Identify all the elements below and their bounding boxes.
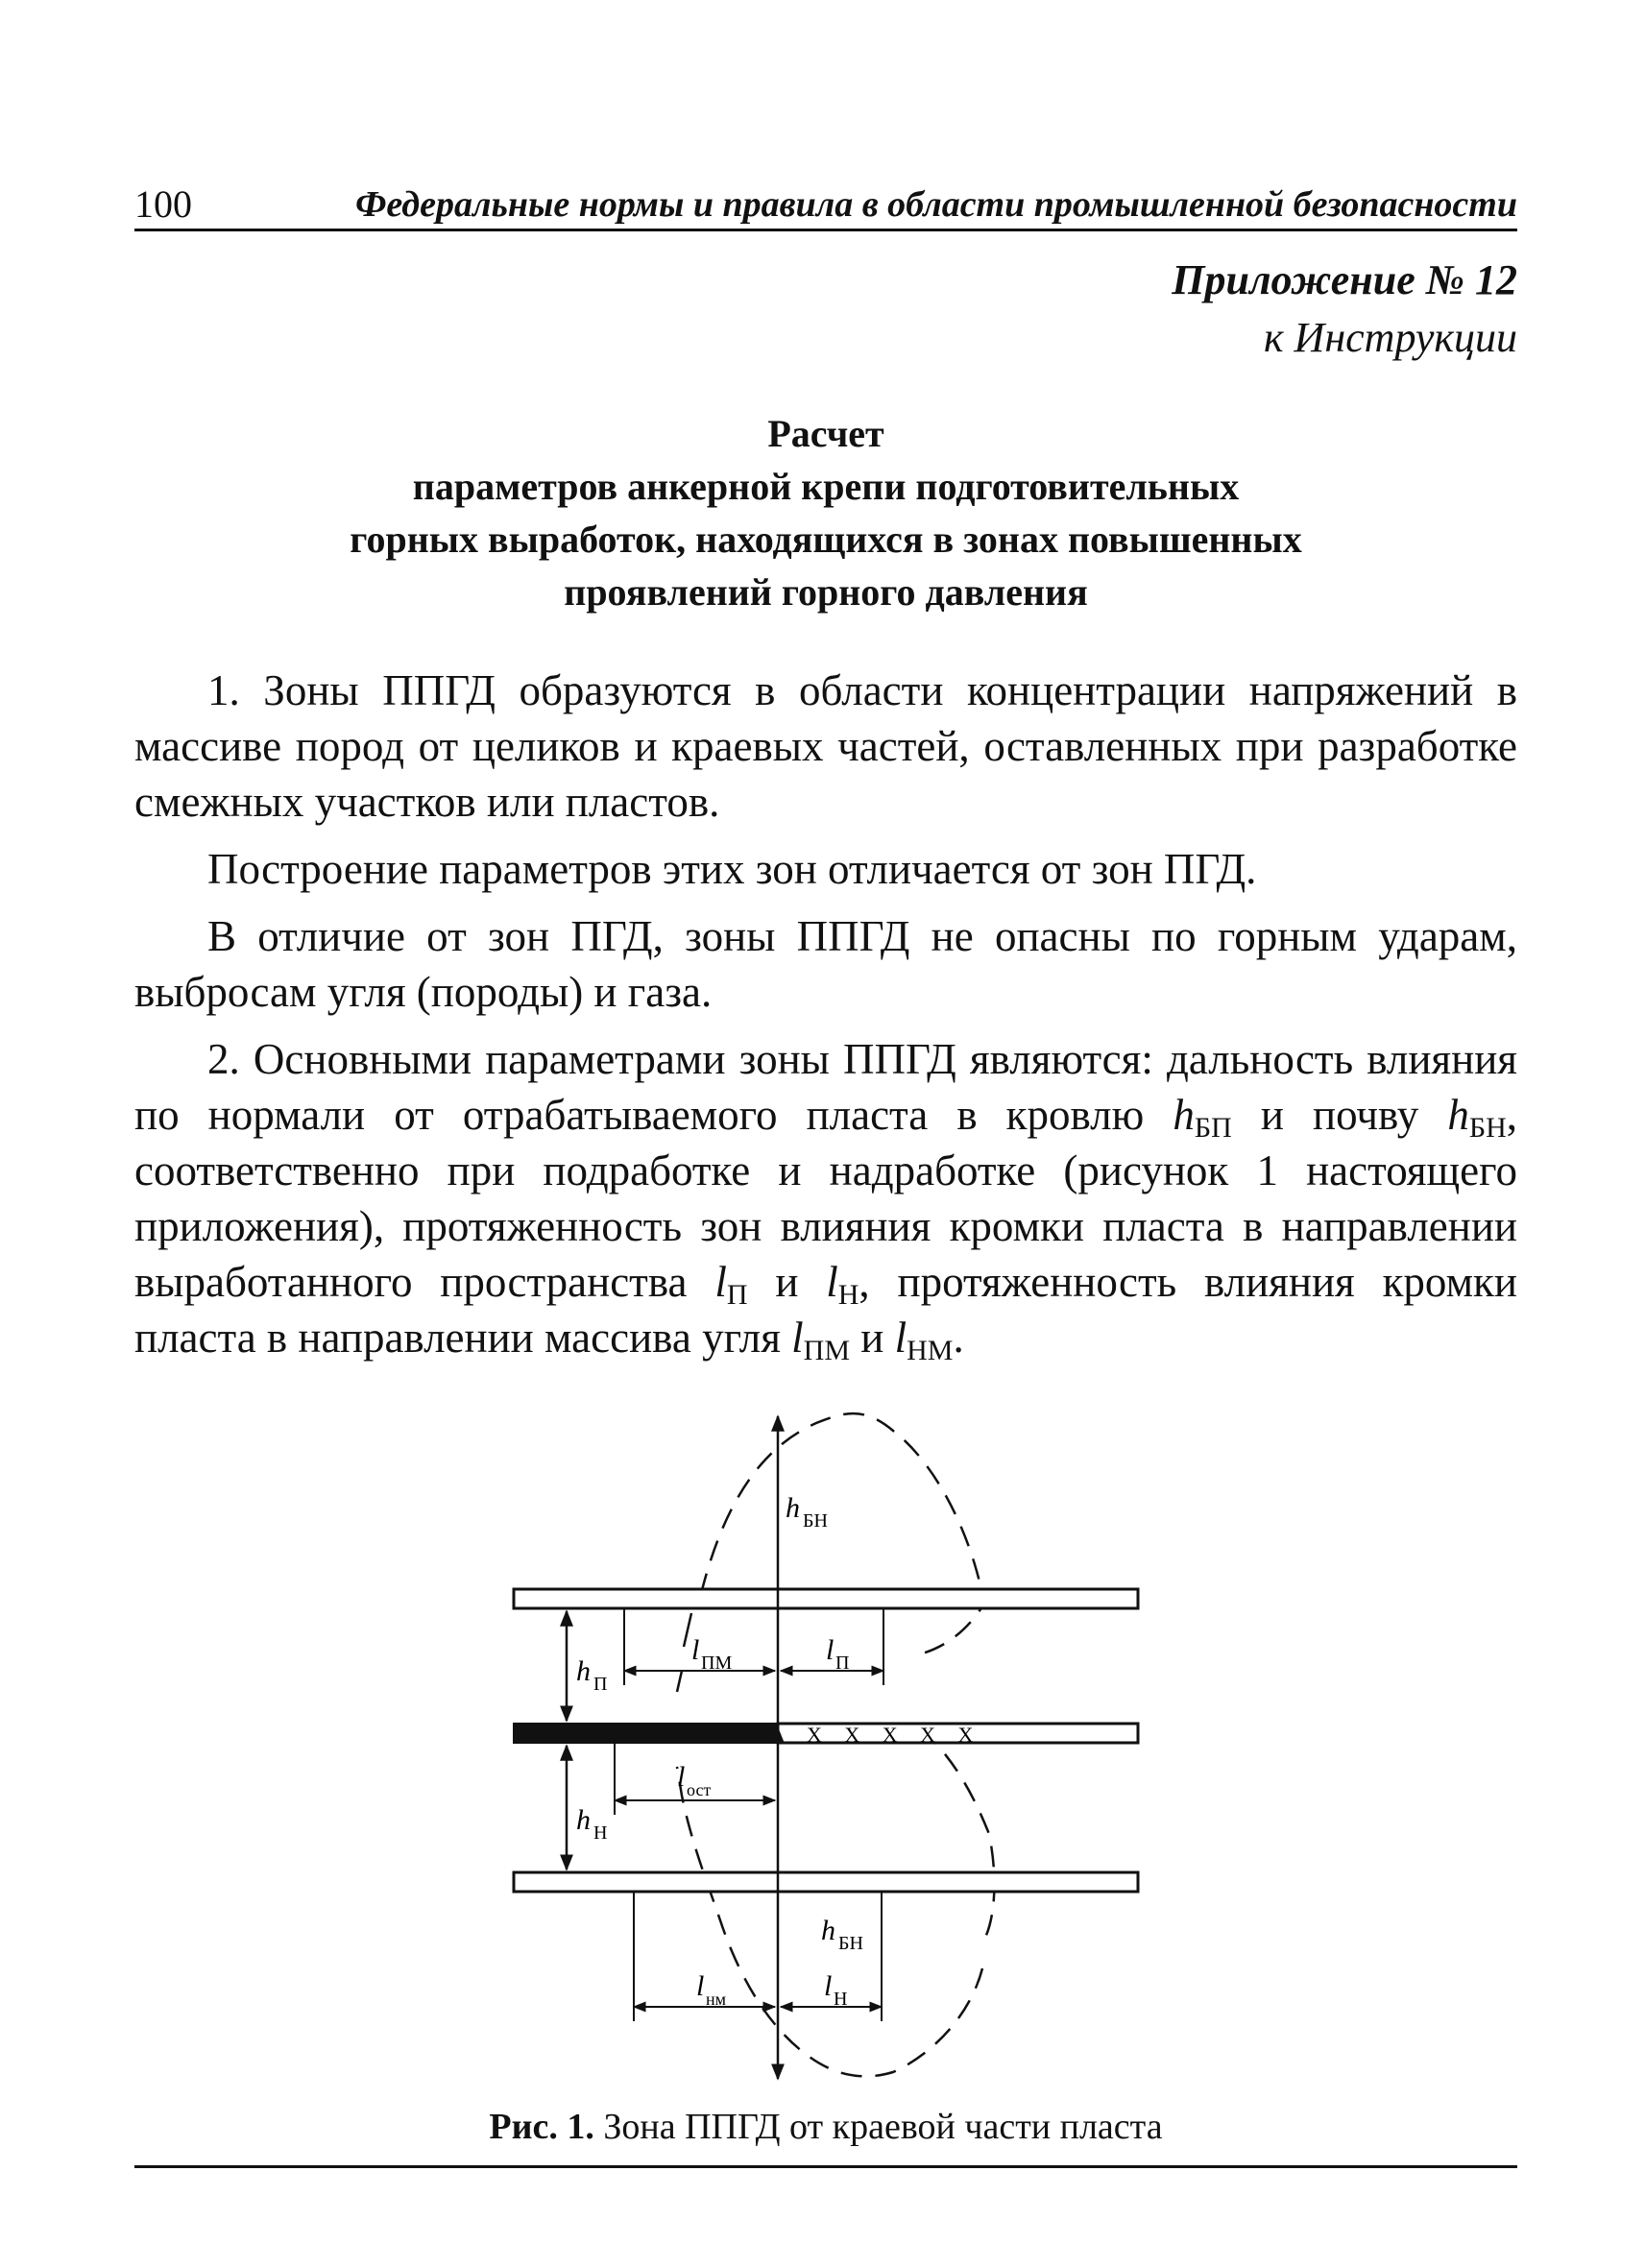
text-run: , соответственно при подработке и надработке (рисунок 1 настоящего приложения), протяженность зон влияния кромки пласта в направлении выработанного пространства	[134, 1091, 1517, 1306]
label-subscript: П	[593, 1674, 608, 1695]
paragraph: Построение параметров этих зон отличается от зон ПГД.	[207, 845, 1257, 893]
appendix-label	[1172, 252, 1517, 367]
paragraph: 1. Зоны ППГД образуются в области концентрации напряжений в массиве пород от целиков и краевых частей, оставленных при разработке смежных участков или пластов.	[134, 666, 1517, 826]
worked-out-crosses: X X X X X	[807, 1723, 982, 1747]
lower-stratum	[514, 1872, 1138, 1892]
symbol-l: l	[791, 1314, 804, 1362]
text-run: и	[747, 1258, 827, 1306]
label-h-bn-top	[786, 1492, 828, 1532]
subscript: БП	[1194, 1112, 1232, 1144]
document-title	[134, 407, 1517, 618]
label-h-bn-bottom	[821, 1915, 863, 1954]
lower-zone-contour	[677, 1728, 994, 2076]
title-line: Расчет	[767, 412, 884, 455]
label-subscript: П	[835, 1653, 850, 1674]
coal-seam-solid	[514, 1724, 778, 1743]
label-symbol: l	[677, 1761, 686, 1793]
label-subscript: нм	[706, 1990, 727, 2009]
appendix-number: Приложение № 12	[1172, 256, 1517, 303]
label-h-n	[576, 1804, 607, 1844]
label-subscript: ПМ	[701, 1653, 733, 1674]
title-line: проявлений горного давления	[564, 570, 1088, 614]
label-subscript: Н	[834, 1989, 848, 2010]
subscript: Н	[837, 1279, 859, 1311]
label-subscript: БН	[803, 1510, 828, 1532]
title-line: горных выработок, находящихся в зонах повышенных	[350, 518, 1302, 561]
text-run: и	[850, 1314, 895, 1362]
label-subscript: ост	[687, 1780, 712, 1799]
label-subscript: БН	[838, 1933, 863, 1954]
subscript: БН	[1468, 1112, 1507, 1144]
paragraph-parameters	[134, 1031, 1517, 1365]
upper-zone-contour	[701, 1413, 984, 1656]
label-l-nm	[696, 1970, 726, 2009]
label-symbol: l	[824, 1970, 833, 2002]
label-symbol: l	[696, 1970, 705, 2002]
label-l-pm	[691, 1634, 732, 1674]
subscript: НМ	[907, 1335, 954, 1366]
symbol-l: l	[714, 1258, 727, 1306]
label-symbol: l	[826, 1634, 835, 1666]
text-run: и почву	[1231, 1091, 1448, 1139]
label-symbol: l	[691, 1634, 700, 1666]
subscript: ПМ	[803, 1335, 850, 1366]
running-header	[134, 181, 1517, 231]
zone-diagram	[480, 1383, 1172, 2103]
running-title: Федеральные нормы и правила в области промышленной безопасности	[355, 184, 1517, 225]
symbol-l: l	[894, 1314, 907, 1362]
body-text	[134, 663, 1517, 1377]
page-number: 100	[134, 182, 192, 226]
figure-ppgd-zone	[480, 1383, 1172, 2103]
figure-caption	[134, 2103, 1517, 2151]
label-symbol: h	[576, 1655, 591, 1687]
bottom-divider	[134, 2165, 1517, 2168]
caption-text: Зона ППГД от краевой части пласта	[593, 2107, 1163, 2147]
text-run: .	[953, 1314, 964, 1362]
caption-label: Рис. 1.	[489, 2107, 594, 2147]
symbol-h: h	[1447, 1091, 1469, 1139]
symbol-h: h	[1173, 1091, 1195, 1139]
label-l-p	[826, 1634, 849, 1674]
text-run: , протяженность влияния кромки пласта в направлении массива угля	[134, 1258, 1517, 1362]
text-run: 2. Основными параметрами зоны ППГД являются: дальность влияния по нормали от отрабатываемого пласта в кровлю	[134, 1035, 1517, 1139]
label-subscript: Н	[593, 1822, 608, 1844]
paragraph: В отличие от зон ПГД, зоны ППГД не опасны по горным ударам, выбросам угля (породы) и газа.	[134, 912, 1517, 1016]
subscript: П	[726, 1279, 748, 1311]
label-h-p	[576, 1655, 607, 1695]
label-symbol: h	[576, 1804, 591, 1836]
symbol-l: l	[826, 1258, 838, 1306]
upper-stratum	[514, 1589, 1138, 1608]
label-l-n	[824, 1970, 847, 2010]
title-line: параметров анкерной крепи подготовительных	[412, 465, 1240, 508]
upper-zone-contour-left	[677, 1613, 691, 1692]
label-symbol: h	[821, 1915, 835, 1946]
label-symbol: h	[786, 1492, 800, 1524]
appendix-reference: к Инструкции	[1263, 314, 1517, 361]
